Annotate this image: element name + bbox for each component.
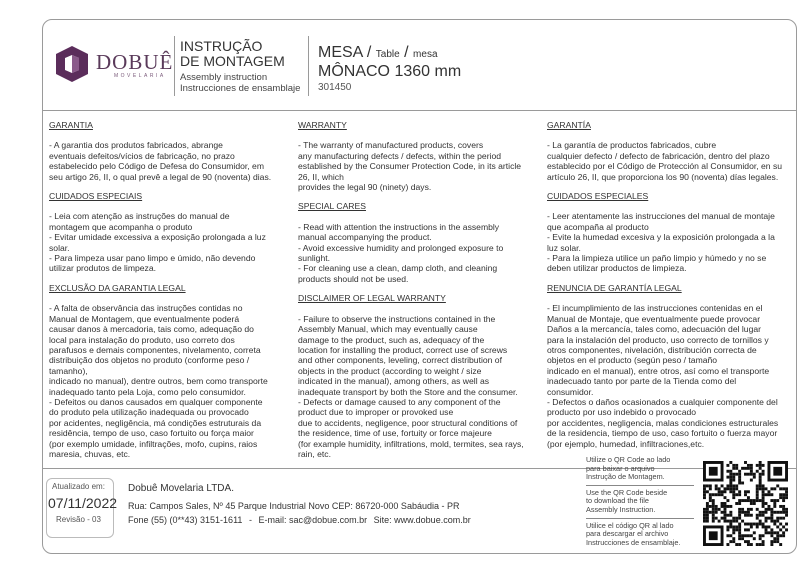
section-heading: SPECIAL CARES	[298, 201, 366, 212]
text-line: - Defeitos ou danos causados em qualquer componente	[49, 396, 263, 407]
text-line: producto por uso indebido o provocado	[547, 407, 697, 418]
text-line: consumidor.	[547, 386, 594, 397]
text-line: products should not be used.	[298, 273, 409, 284]
text-line: indicated in the manual), among others, as well as	[298, 376, 490, 387]
text-line: (for example humidity, infiltrations, mold, termites, sea rays,	[298, 438, 524, 449]
text-line: inadequate transport by both the Store and the consumer.	[298, 386, 518, 397]
text-line: - The warranty of manufactured products, covers	[298, 140, 484, 151]
text-line: established by the Consumer Protection Code, in its article	[298, 161, 522, 172]
text-line: objetos en el producto (según peso / tamaño	[547, 355, 718, 366]
product-type-en: Table	[375, 49, 400, 60]
text-line: Instrução de Montagem.	[586, 472, 665, 482]
text-line: damage to the product, such as, adequacy of the	[298, 334, 485, 345]
document-subtitle	[180, 72, 300, 94]
text-line: due to accidents, negligence, poor structural conditions of	[298, 417, 518, 428]
section-text	[547, 211, 795, 273]
text-line: location for installing the product, correct use of screws	[298, 344, 508, 355]
text-line: parafusos e demais componentes, nivelamento, correta	[49, 344, 261, 355]
company-contact	[128, 515, 475, 525]
revision-number: Revisão - 03	[56, 515, 101, 524]
text-line: otros componentes, nivelación, distribución correcta de	[547, 344, 757, 355]
text-line: Instrucciones de ensamblaje.	[586, 537, 681, 547]
text-line: do produto pela utilização inadequada ou provocado	[49, 407, 249, 418]
text-line: residência, tempo de uso, caso fortuito ou força maior	[49, 428, 254, 439]
qr-instructions	[586, 456, 694, 553]
text-line: - Evitar umidade excessiva a exposição prolongada a luz	[49, 232, 266, 243]
text-line: - Defects or damage caused to any component of the	[298, 396, 501, 407]
text-line: the residence, time of use, fortuity or force majeure	[298, 428, 492, 439]
text-line: por acidentes, negligência, má condições estruturais da	[49, 417, 262, 428]
text-line: - Leer atentamente las instrucciones del manual de montaje	[547, 211, 775, 222]
text-line: provides the legal 90 (ninety) days.	[298, 182, 432, 193]
section-text	[298, 222, 543, 284]
text-line: deben utilizar productos de limpieza.	[547, 263, 687, 274]
text-line: (por exemplo umidade, infiltrações, mofo, cupins, raios	[49, 438, 258, 449]
text-line: and other components, leveling, correct distribution of	[298, 355, 502, 366]
column-spanish	[547, 120, 795, 458]
text-line: Utilice el código QR al lado	[586, 520, 674, 530]
section-heading: WARRANTY	[298, 120, 347, 130]
header-divider	[42, 110, 797, 111]
text-line: - La garantía de productos fabricados, cubre	[547, 140, 717, 151]
product-type-pt: MESA /	[318, 44, 376, 61]
text-line: estabelecido pelo Código de Defesa do Consumidor, em	[49, 161, 264, 172]
qr-code-icon[interactable]	[703, 461, 788, 546]
qr-text-pt	[586, 456, 694, 486]
text-line: Manual de Montagem, que eventualmente poderá	[49, 313, 240, 324]
document-title	[180, 39, 285, 69]
text-line: Daños a la mercancía, tales como, adecuación del lugar	[547, 324, 762, 335]
text-line: Utilize o QR Code ao lado	[586, 455, 671, 464]
text-line: indicado no manual), dentre outros, bem como transporte	[49, 376, 268, 387]
text-line: por accidentes, negligencia, malas condiciones estructurales	[547, 417, 779, 428]
site-link[interactable]: Site: www.dobue.com.br	[373, 515, 471, 525]
text-line: rain, etc.	[298, 448, 331, 459]
company-name: Dobuê Movelaria LTDA.	[128, 483, 234, 494]
text-line: (por ejemplo, humedad, infiltraciones,etc.	[547, 438, 705, 449]
text-line: distribuição dos objetos no produto (conforme peso /	[49, 355, 250, 366]
product-code: 301450	[318, 82, 352, 93]
text-line: para la instalación del producto, uso correcto de tornillos y	[547, 334, 769, 345]
text-line: cualquier defecto / defecto de fabricación, dentro del plazo	[547, 150, 770, 161]
product-type	[318, 44, 438, 62]
title-line: DE MONTAGEM	[180, 53, 285, 69]
section-heading: GARANTIA	[49, 120, 93, 130]
text-line: - Para limpeza usar pano limpo e úmido, não devendo	[49, 253, 256, 264]
text-line: Assembly Instruction.	[586, 504, 656, 514]
header-separator	[308, 36, 309, 96]
text-line: - Para la limpieza utilice un paño limpio y húmedo y no se	[547, 253, 767, 264]
header-separator	[174, 36, 175, 96]
section-text	[49, 303, 295, 459]
brand-name: DOBUÊ	[96, 50, 174, 74]
text-line: - For cleaning use a clean, damp cloth, and cleaning	[298, 263, 498, 274]
text-line: de la residencia, tiempo de uso, caso fortuito o fuerza mayor	[547, 428, 778, 439]
updated-date: 07/11/2022	[48, 495, 118, 511]
text-line: indicado en el manual), entre otros, así como el transporte	[547, 365, 770, 376]
text-line: - Leia com atenção as instruções do manual de	[49, 211, 230, 222]
section-heading: CUIDADOS ESPECIALES	[547, 191, 649, 202]
text-line: maresia, chuvas, etc.	[49, 448, 131, 459]
section-heading: GARANTÍA	[547, 120, 591, 130]
subtitle-line: Assembly instruction	[180, 72, 268, 83]
text-line: product due to improper or provoked use	[298, 407, 454, 418]
column-english	[298, 120, 543, 468]
title-line: INSTRUÇÃO	[180, 38, 263, 54]
text-line: - Read with attention the instructions in the assembly	[298, 221, 500, 232]
text-line: seu artigo 26, II, o qual prevê a legal de 90 (noventa) dias.	[49, 171, 272, 182]
subtitle-line: Instrucciones de ensamblaje	[180, 83, 301, 94]
company-address: Rua: Campos Sales, Nº 45 Parque Industrial Novo CEP: 86720-000 Sabáudia - PR	[128, 501, 460, 511]
section-text	[298, 140, 543, 192]
text-line: que acompaña al producto	[547, 221, 649, 232]
text-line: tamanho),	[49, 365, 88, 376]
updated-label: Atualizado em:	[52, 482, 105, 491]
text-line: utilizar produtos de limpeza.	[49, 263, 156, 274]
phone: Fone (55) (0**43) 3151-1611	[128, 515, 243, 525]
section-heading: EXCLUSÃO DA GARANTIA LEGAL	[49, 282, 186, 293]
product-name: MÔNACO 1360 mm	[318, 63, 462, 80]
text-line: 26, II, which	[298, 171, 344, 182]
text-line: Assembly Manual, which may eventually cause	[298, 324, 478, 335]
contact-dash: -	[248, 515, 252, 525]
brand-tagline: MOVELARIA	[114, 73, 166, 79]
text-line: montagem que acompanha o produto	[49, 221, 193, 232]
text-line: sunlight.	[298, 253, 331, 264]
column-portuguese	[49, 120, 295, 468]
text-line: - Evite la humedad excesiva y la exposición prolongada a la	[547, 232, 775, 243]
text-line: manual accompanying the product.	[298, 232, 432, 243]
section-text	[49, 140, 295, 182]
section-text	[547, 140, 795, 182]
text-line: - Avoid excessive humidity and prolonged exposure to	[298, 242, 504, 253]
email-link[interactable]: E-mail: sac@dobue.com.br	[258, 515, 368, 525]
text-line: Manual de Montaje, que eventualmente puede provocar	[547, 313, 761, 324]
text-line: para baixar o arquivo	[586, 463, 655, 473]
text-line: para descargar el archivo	[586, 529, 669, 539]
qr-text-es	[586, 522, 694, 551]
text-line: any manufacturing defects / defects, within the period	[298, 150, 502, 161]
section-text	[298, 314, 543, 460]
text-line: luz solar.	[547, 242, 581, 253]
text-line: to download the file	[586, 496, 649, 506]
text-line: solar.	[49, 242, 70, 253]
text-line: inadecuado tanto por parte de la Tienda como del	[547, 376, 737, 387]
text-line: - Defectos o daños ocasionados a cualquier componente del	[547, 396, 778, 407]
qr-text-en	[586, 489, 694, 519]
brand-logo	[52, 44, 92, 84]
text-line: - El incumplimiento de las instrucciones contenidas en el	[547, 303, 763, 314]
text-line: objects in the product (according to weight / size	[298, 365, 482, 376]
section-heading: CUIDADOS ESPECIAIS	[49, 191, 143, 202]
text-line: inadequado tanto pela Loja, como pelo consumidor.	[49, 386, 246, 397]
text-line: - Failure to observe the instructions contained in the	[298, 313, 496, 324]
product-type-sep: /	[399, 44, 414, 61]
text-line: local para instalação do produto, uso correto dos	[49, 334, 235, 345]
text-line: artículo 26, II, que proporciona los 90 (noventa) días legales.	[547, 171, 779, 182]
text-line: causar danos à mercadoria, tais como, adequação do	[49, 324, 254, 335]
text-line: eventuais defeitos/vícios de fabricação, no prazo	[49, 150, 235, 161]
product-type-es: mesa	[413, 49, 438, 60]
section-heading: RENUNCIA DE GARANTÍA LEGAL	[547, 282, 682, 293]
section-heading: DISCLAIMER OF LEGAL WARRANTY	[298, 293, 446, 304]
text-line: establecido por el Código de Protección al Consumidor, en su	[547, 161, 783, 172]
text-line: - A falta de observância das instruções contidas no	[49, 303, 243, 314]
section-text	[547, 303, 795, 449]
text-line: - A garantia dos produtos fabricados, abrange	[49, 140, 223, 151]
section-text	[49, 211, 295, 273]
text-line: Use the QR Code beside	[586, 487, 668, 497]
